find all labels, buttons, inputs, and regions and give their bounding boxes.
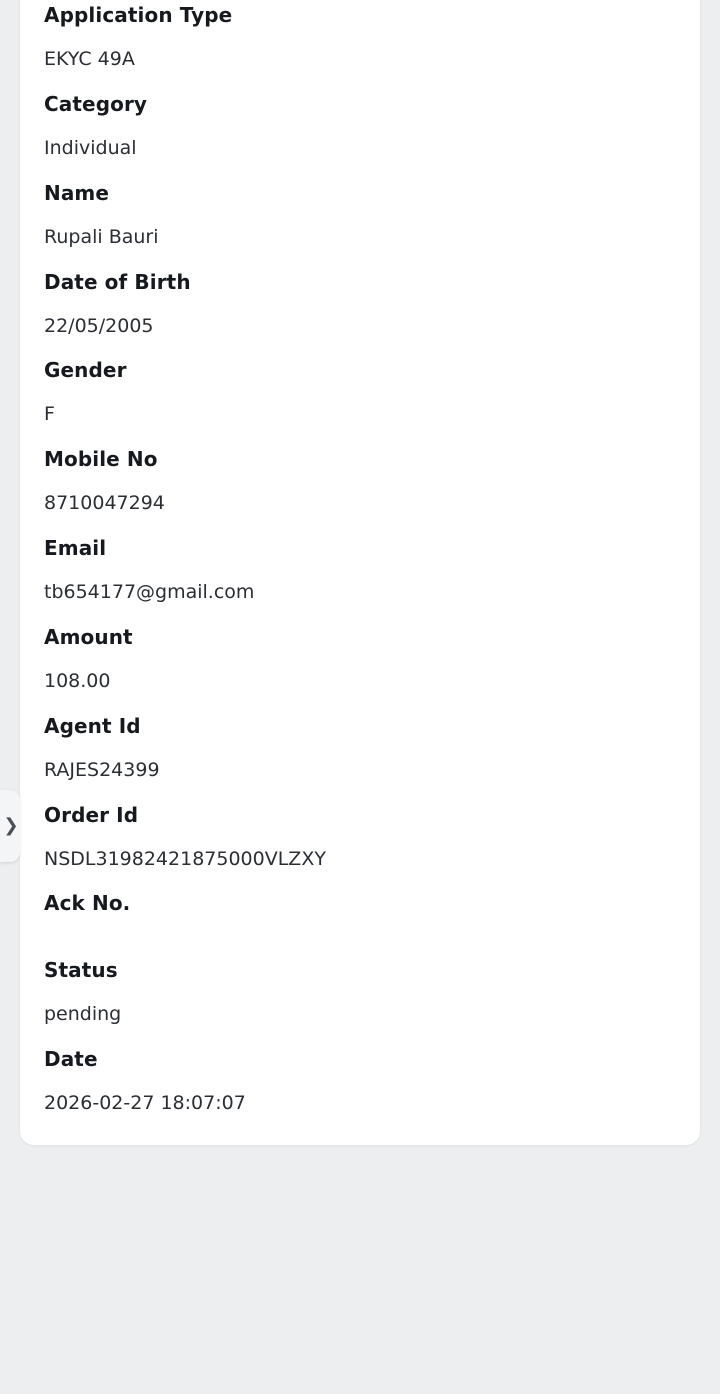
detail-value-ack-no (44, 915, 676, 937)
detail-label-category: Category (44, 91, 148, 116)
detail-label-gender: Gender (44, 358, 127, 383)
detail-row-agent-id (44, 693, 676, 782)
detail-row-order-id (44, 782, 676, 871)
detail-row-name (44, 160, 676, 249)
detail-label-order-id: Order Id (44, 802, 139, 827)
detail-label-agent-id: Agent Id (44, 713, 141, 738)
detail-label-amount: Amount (44, 624, 133, 649)
detail-value-name: Rupali Bauri (44, 225, 159, 248)
chevron-right-icon: ❯ (3, 815, 19, 836)
detail-row-email (44, 515, 676, 604)
detail-value-date: 2026-02-27 18:07:07 (44, 1092, 246, 1115)
detail-label-application-type: Application Type (44, 3, 233, 27)
detail-label-mobile-no: Mobile No (44, 447, 158, 472)
detail-value-order-id: NSDL31982421875000VLZXY (44, 847, 326, 870)
detail-value-status: pending (44, 1003, 122, 1026)
sidebar-expand-handle[interactable] (0, 790, 20, 862)
detail-row-mobile-no (44, 426, 676, 515)
detail-label-status: Status (44, 958, 118, 983)
detail-value-category: Individual (44, 136, 137, 159)
detail-value-date-of-birth: 22/05/2005 (44, 314, 154, 337)
detail-value-email: tb654177@gmail.com (44, 581, 255, 604)
detail-list (44, 0, 676, 1115)
page-bottom-spacer (0, 1340, 720, 1394)
detail-row-date (44, 1026, 676, 1115)
detail-row-application-type (44, 0, 676, 71)
detail-row-status (44, 937, 676, 1026)
detail-row-ack-no (44, 870, 676, 937)
detail-row-category (44, 71, 676, 160)
detail-row-date-of-birth (44, 249, 676, 338)
detail-value-agent-id: RAJES24399 (44, 758, 160, 781)
detail-value-application-type: EKYC 49A (44, 48, 135, 70)
detail-row-amount (44, 604, 676, 693)
detail-row-gender (44, 337, 676, 426)
detail-label-date: Date (44, 1047, 98, 1072)
detail-value-gender: F (44, 403, 55, 426)
detail-value-mobile-no: 8710047294 (44, 492, 165, 515)
application-detail-card (20, 0, 700, 1145)
detail-value-amount: 108.00 (44, 669, 111, 692)
detail-label-ack-no: Ack No. (44, 891, 131, 916)
detail-label-email: Email (44, 536, 107, 561)
detail-label-name: Name (44, 180, 110, 205)
detail-label-date-of-birth: Date of Birth (44, 269, 191, 294)
